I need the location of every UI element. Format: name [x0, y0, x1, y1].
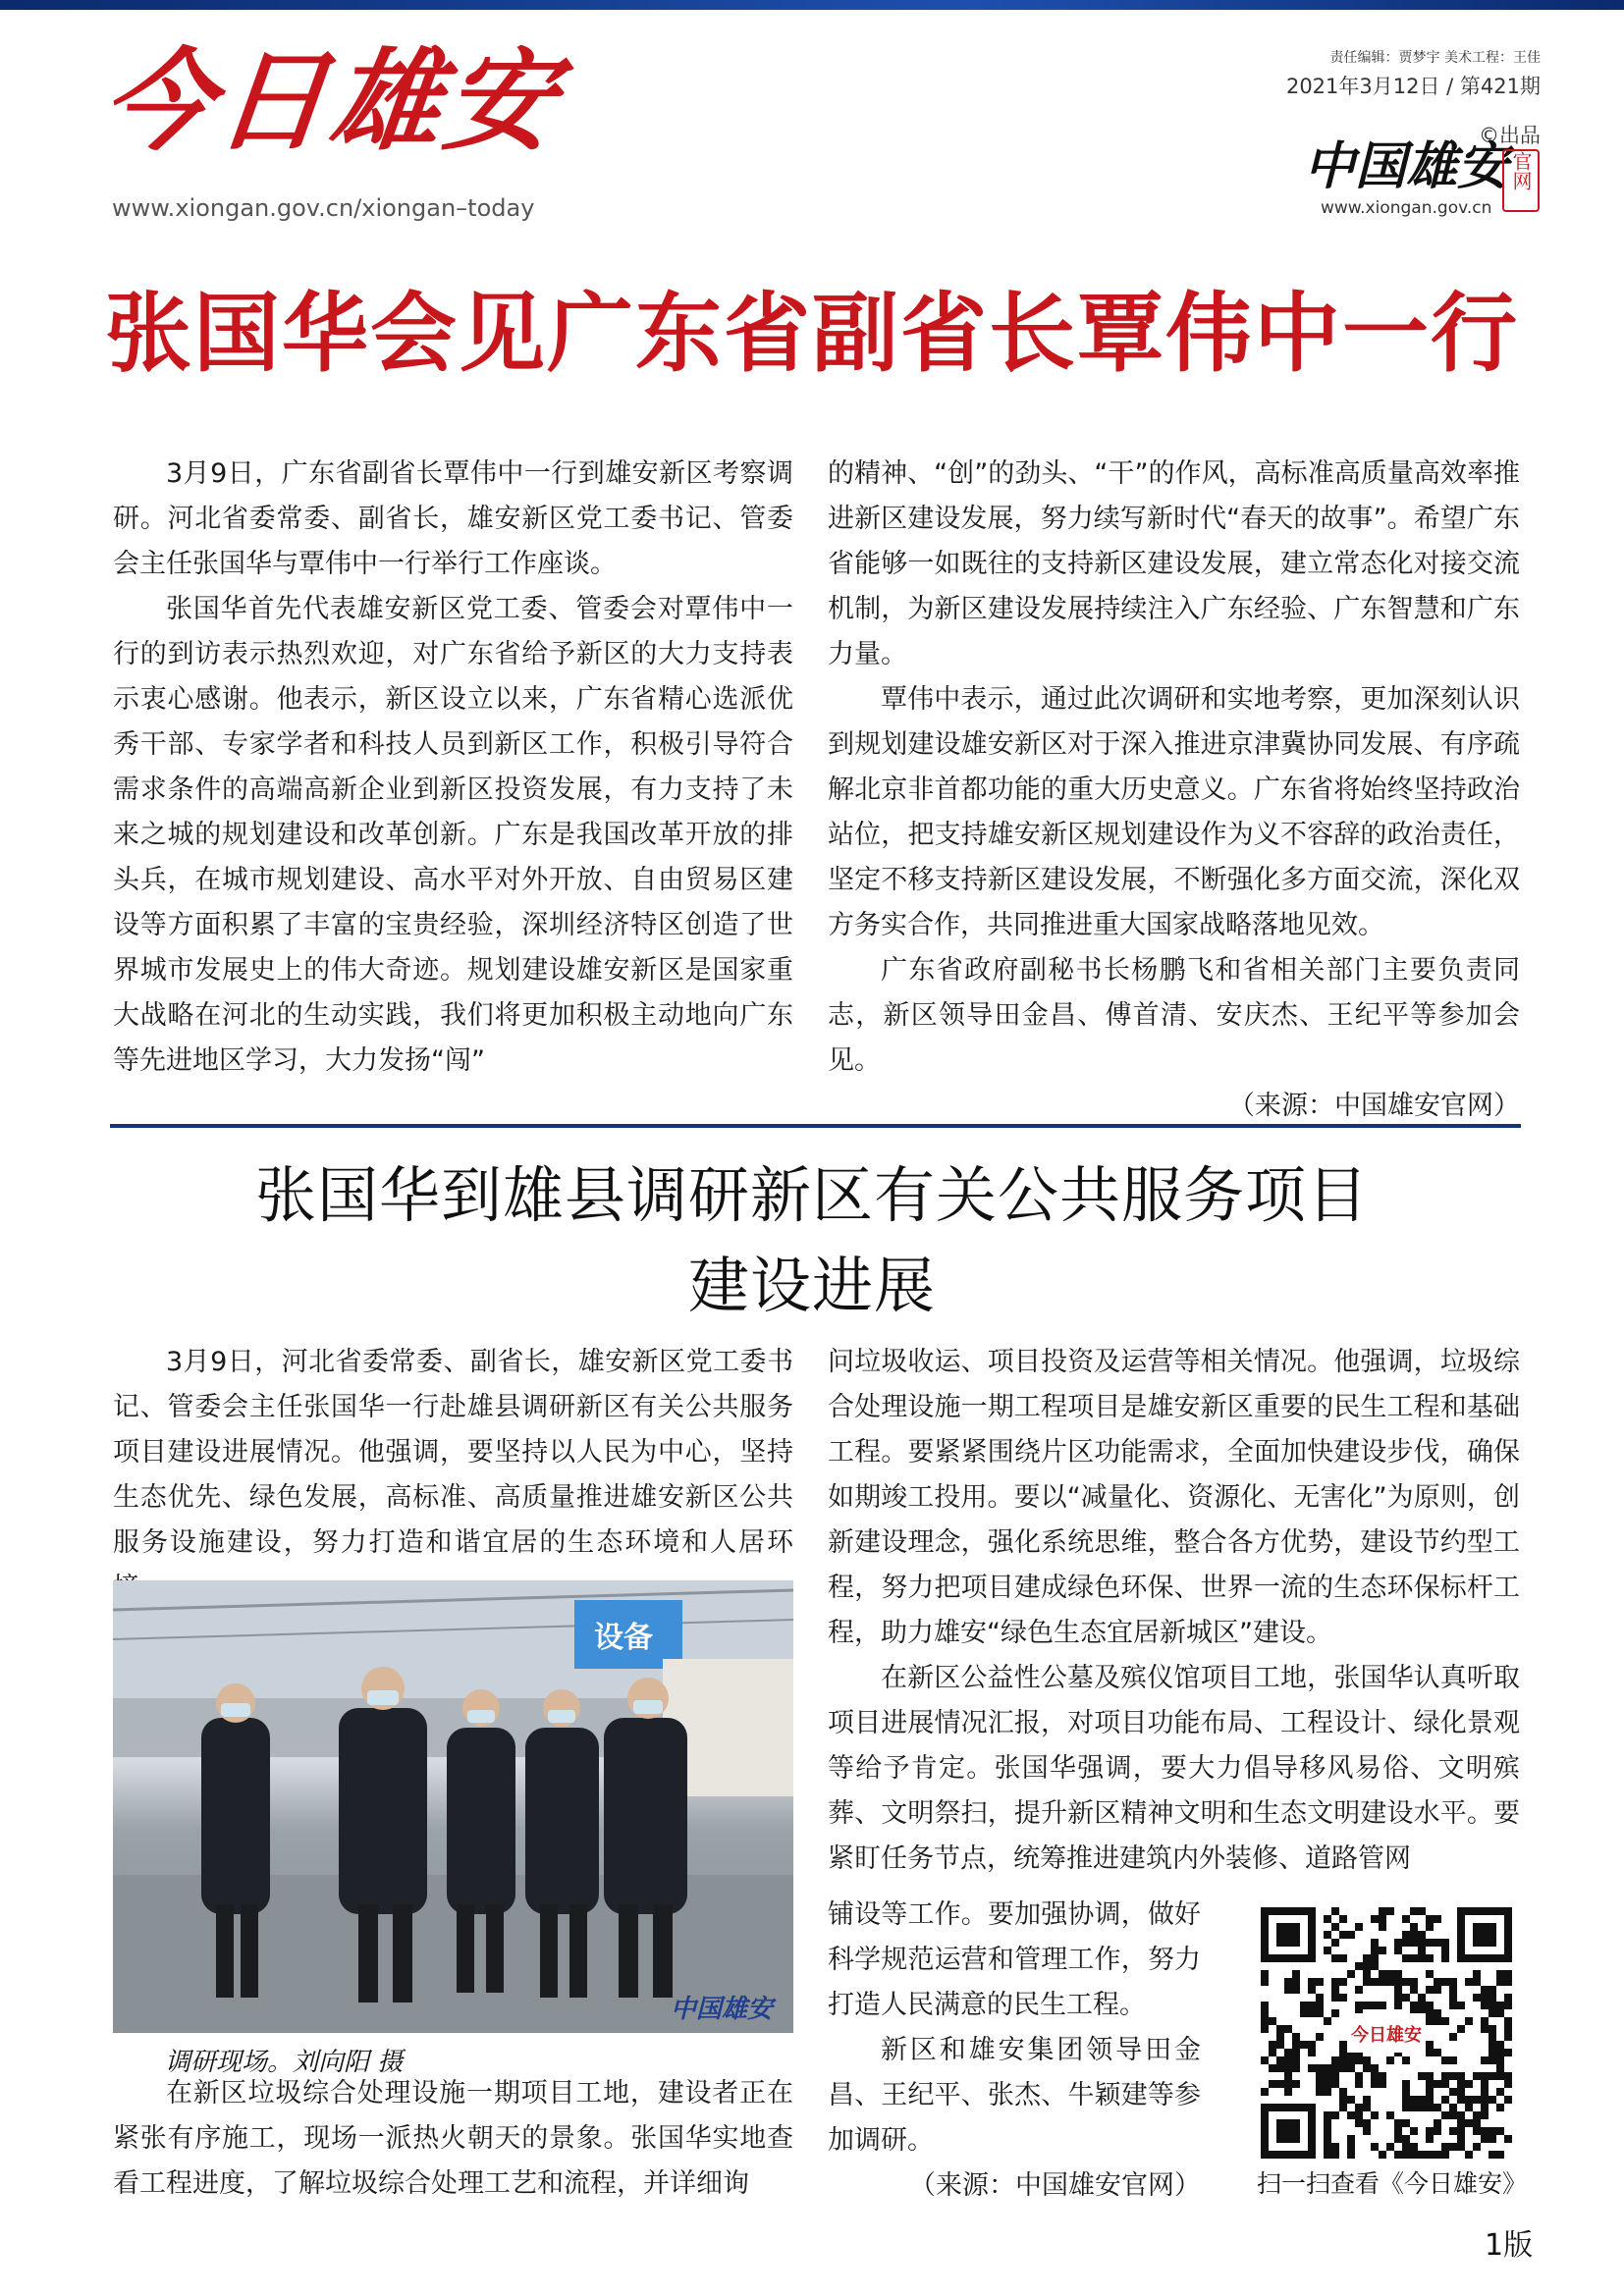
article2-source: （来源：中国雄安官网） — [909, 2170, 1201, 2201]
article1-left-column — [113, 452, 793, 1084]
article2-paragraph: 3月9日，河北省委常委、副省长，雄安新区党工委书记、管委会主任张国华一行赴雄县调研新区有关公共服务项目建设进展情况。他强调，要坚持以人民为中心，坚持生态优先、绿色发展，高标准、高质量推进雄安新区公共服务设施建设，努力打造和谐宜居的生态环境和人居环 — [113, 1347, 793, 1558]
article1-paragraph: 的精神、“创”的劲头、“干”的作风，高标准高质量高效率推进新区建设发展，努力续写新时代“春天的故事”。希望广东省能够一如既往的支持新区建设发展，建立常态化对接交流机制，为新区建设发展持续注入广东经验、广东智慧和广东力量。 — [828, 458, 1520, 669]
brand-url[interactable]: www.xiongan.gov.cn — [1321, 198, 1492, 218]
photo-caption: 调研现场。刘向阳 摄 — [165, 2048, 404, 2077]
article1-title: 张国华会见广东省副省长覃伟中一行 — [104, 283, 1519, 384]
editor-credits: 责任编辑：贾梦宇 美术工程：王佳 — [1329, 50, 1541, 66]
svg-text:今日雄安: 今日雄安 — [1351, 2025, 1422, 2046]
article1-paragraph: 张国华首先代表雄安新区党工委、管委会对覃伟中一行的到访表示热烈欢迎，对广东省给予新区的大力支持表示衷心感谢。他表示，新区设立以来，广东省精心选派优秀干部、专家学者和科技人员到新区工作，积极引导符合需求条件的高端高新企业到新区投资发展，有力支持了未来之城的规划建设和改革创新。广东是我国改革开放的排头兵，在城市规划建设、高水平对外开放、自由贸易区建设等方面积累了丰富的宝贵经验，深圳经济特区创造了世界城市发展史上的伟大奇迹。规划建设雄安新区是国家重大战略在河北的生动实践，我们将更加积极主动地向广东等先进地区学习，大力发扬“闯” — [113, 594, 793, 1076]
article2-paragraph: 新区和雄安集团领导田金昌、王纪平、张杰、牛颖建等参加调研。 — [828, 2035, 1201, 2156]
article1-paragraph: 广东省政府副秘书长杨鹏飞和省相关部门主要负责同志，新区领导田金昌、傅首清、安庆杰、王纪平等参加会见。 — [828, 955, 1520, 1076]
article1-paragraph: 3月9日，广东省副省长覃伟中一行到雄安新区考察调研。河北省委常委、副省长，雄安新区党工委书记、管委会主任张国华与覃伟中一行举行工作座谈。 — [113, 458, 793, 579]
top-color-bar — [0, 0, 1624, 10]
article2-left-intro — [113, 1340, 793, 1611]
article1-paragraph: 覃伟中表示，通过此次调研和实地考察，更加深刻认识到规划建设雄安新区对于深入推进京津冀协同发展、有序疏解北京非首都功能的重大历史意义。广东省将始终坚持政治站位，把支持雄安新区规划建设作为义不容辞的政治责任，坚定不移支持新区建设发展，不断强化多方面交流，深化双方务实合作，共同推进重大国家战略落地见效。 — [828, 684, 1520, 940]
site-url[interactable]: www.xiongan.gov.cn/xiongan–today — [112, 194, 535, 222]
article2-paragraph: 问垃圾收运、项目投资及运营等相关情况。他强调，垃圾综合处理设施一期工程项目是雄安新区重要的民生工程和基础工程。要紧紧围绕片区功能需求，全面加快建设步伐，确保如期竣工投用。要以“减量化、资源化、无害化”为原则，创新建设理念，强化系统思维，整合各方优势，建设节约型工程，努力把项目建成绿色环保、世界一流的生态环保标杆工程，助力雄安“绿色生态宜居新城区”建设。 — [828, 1347, 1520, 1648]
brand-seal-text: 官网 — [1509, 151, 1533, 190]
article2-narrow-column — [828, 1893, 1201, 2209]
brand-seal — [1502, 149, 1540, 212]
produced-by-label: ©出品 — [1479, 124, 1541, 147]
svg-text:中国雄安: 中国雄安 — [671, 1995, 774, 2024]
article2-paragraph: 在新区垃圾综合处理设施一期项目工地，建设者正在紧张有序施工，现场一派热火朝天的景象。张国华实地查看工程进度，了解垃圾综合处理工艺和流程，并详细询 — [113, 2078, 793, 2199]
article1-source: （来源：中国雄安官网） — [1228, 1091, 1520, 1121]
issue-date: 2021年3月12日 / 第421期 — [1285, 75, 1541, 98]
article1-right-column — [828, 452, 1520, 1129]
masthead-logo: 今日雄安 — [96, 37, 566, 166]
svg-text:设备: 设备 — [594, 1621, 653, 1655]
qr-caption: 扫一扫查看《今日雄安》 — [1257, 2169, 1528, 2198]
section-divider — [110, 1124, 1521, 1128]
page-number: 1版 — [1485, 2228, 1534, 2263]
article2-paragraph: 在新区公益性公墓及殡仪馆项目工地，张国华认真听取项目进展情况汇报，对项目功能布局、工程设计、绿化景观等给予肯定。张国华强调，要大力倡导移风易俗、文明殡葬、文明祭扫，提升新区精神文明和生态文明建设水平。要紧盯任务节点，统筹推进建筑内外装修、道路管网 — [828, 1663, 1520, 1874]
site-visit-photo — [113, 1580, 793, 2033]
qr-code[interactable] — [1261, 1907, 1512, 2159]
article2-left-bottom — [113, 2071, 793, 2207]
brand-logo: 中国雄安 — [1304, 136, 1509, 196]
article2-paragraph: 铺设等工作。要加强协调，做好科学规范运营和管理工作，努力打造人民满意的民生工程。 — [828, 1899, 1201, 2020]
article2-title — [0, 1150, 1624, 1331]
article2-right-column — [828, 1340, 1520, 1882]
article2-title-line1: 张国华到雄县调研新区有关公共服务项目 — [254, 1159, 1369, 1231]
article2-title-line2: 建设进展 — [687, 1250, 936, 1321]
